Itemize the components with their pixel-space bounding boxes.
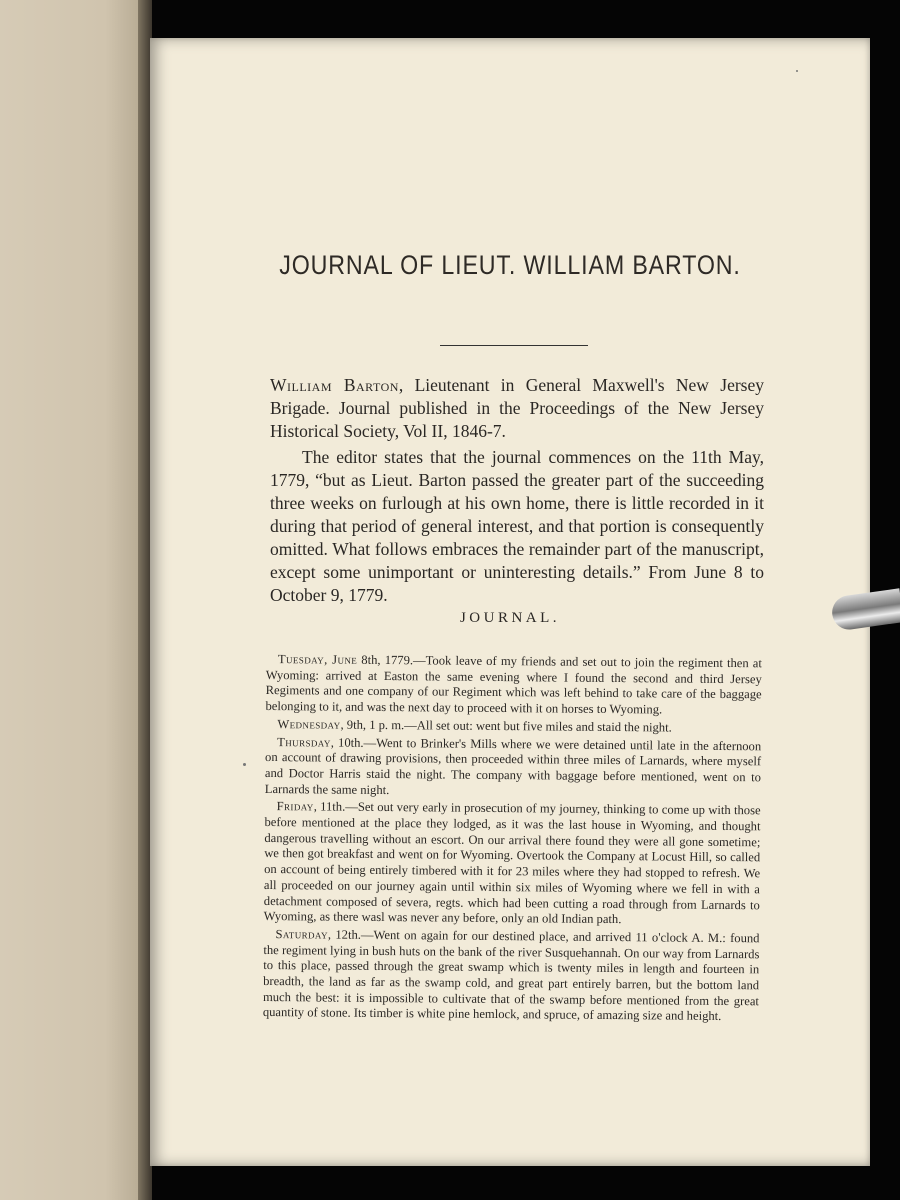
entry-text: , 12th.—Went on again for our destined place, and arrived 11 o'clock A. M.: found the regiment lying in bush huts on the bank of the river Susquehannah. On our way from Larnards to this place, passed through the great swamp which is twenty miles in length and fourteen in breadth, the land as far as the swamp cold, and great part entirely barren, but the bottom land much the best: it is impossible to cultivate that of the swamp before mentioned from the great quantity of stone. Its timber is white pine hemlock, and spruce, of amazing size and height.	[262, 927, 760, 1024]
entry-day: Saturday	[275, 927, 328, 942]
intro-paragraph-2: The editor states that the journal commences on the 11th May, 1779, “but as Lieut. Barton passed the greater part of the succeeding three weeks on furlough at his own home, there is little recorded in it during that period of general interest, and that portion is consequently omitted. What follows embraces the remainder part of the manuscript, except some unimportant or uninteresting details.” From June 8 to October 9, 1779.	[270, 447, 764, 605]
entry-text: , 9th, 1 p. m.—All set out: went but five miles and staid the night.	[340, 717, 672, 735]
left-page	[0, 0, 150, 1200]
intro-section	[270, 374, 764, 607]
journal-entries	[263, 652, 762, 1027]
paper-speck	[243, 763, 246, 766]
intro-paragraph-1-text: , Lieutenant in General Maxwell's New Jersey Brigade. Journal published in the Proceedings of the New Jersey Historical Society, Vol II, 1846-7.	[270, 375, 764, 441]
paper-speck	[796, 70, 798, 72]
journal-entry	[265, 735, 762, 802]
entry-day: Thursday	[277, 734, 331, 750]
intro-author-name: William Barton	[270, 375, 399, 395]
intro-paragraph-1	[270, 374, 764, 443]
title-rule	[440, 345, 588, 346]
entry-day: Friday	[276, 799, 314, 814]
book-page	[150, 38, 870, 1166]
entry-text: , 10th.—Went to Brinker's Mills where we were detained until late in the afternoon on account of drawing provisions, then proceeded within three miles of Larnards, where myself and Doctor Harris staid the night. The company with baggage before mentioned, went on to Larnards the same night.	[264, 735, 762, 797]
journal-entry	[265, 717, 761, 737]
journal-entry	[263, 927, 760, 1026]
entry-text: , 11th.—Set out very early in prosecution of my journey, thinking to come up with those before mentioned at the place they lodged, as it was the last house in Wyoming, and thought dangerous travelling without an escort. On our arrival there found they were all gone sometime; we then got breakfast and went on for Wyoming. Overtook the Company at Locust Hill, so called on account of being entirely timbered with it for 23 miles where they had stopped to refresh. We all proceeded on our journey again until within six miles of Wyoming where we fell in with a detachment composed of severa, regts. which had been cutting a road through from Larnards to Wyoming, as there wasl was never any before, only an old Indian path.	[263, 799, 761, 927]
entry-day: Wednesday	[277, 716, 341, 732]
page-title: JOURNAL OF LIEUT. WILLIAM BARTON.	[279, 250, 741, 280]
journal-entry	[265, 652, 762, 719]
journal-heading: JOURNAL.	[459, 610, 561, 626]
entry-day: Tuesday, June	[277, 652, 358, 667]
entry-text: 8th, 1779.—Took leave of my friends and set out to join the regiment then at Wyoming: arrived at Easton the same evening where I found the second and third Jersey Regiments and one company of our Regiment which was left behind to take care of the baggage belonging to it, and was the next day to proceed with it on horses to Wyoming.	[265, 652, 762, 717]
journal-entry	[264, 799, 761, 929]
